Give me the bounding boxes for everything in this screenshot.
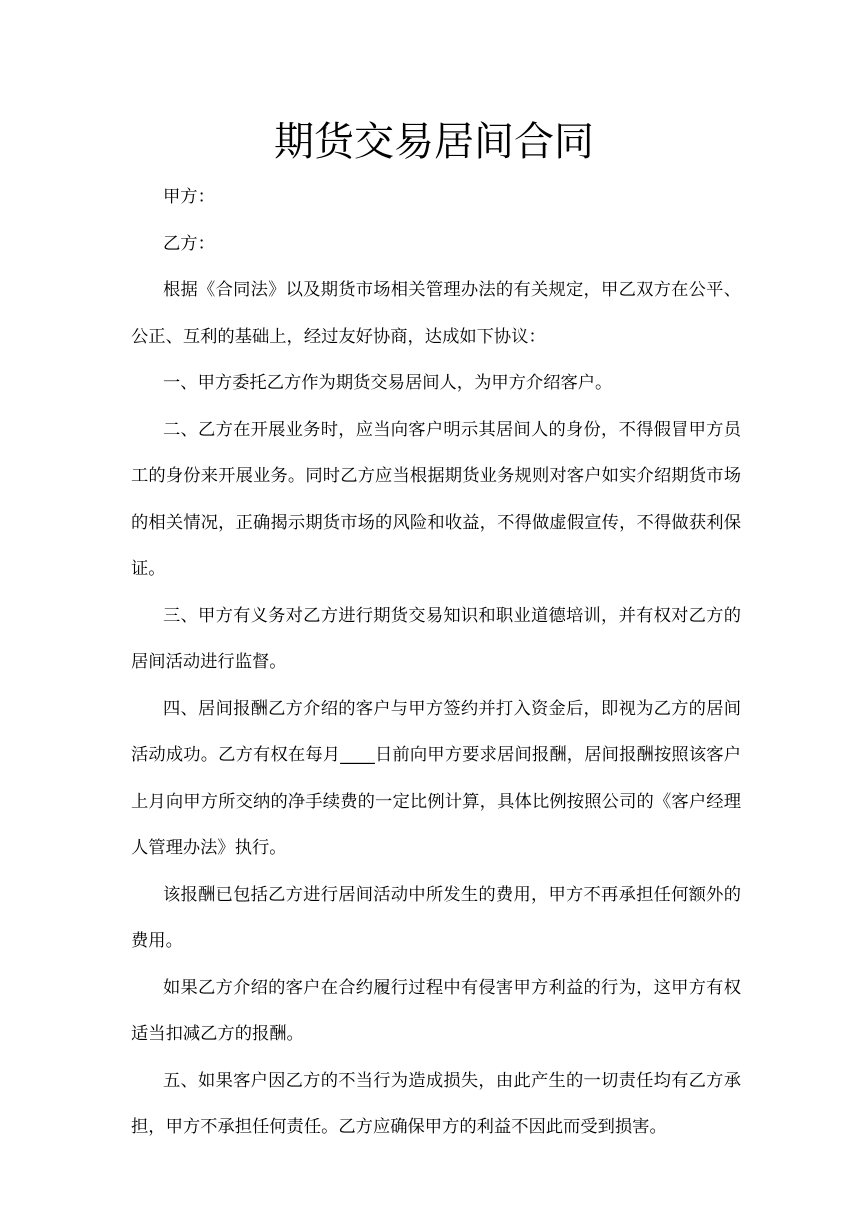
clause-4-fee-paragraph: 该报酬已包括乙方进行居间活动中所发生的费用，甲方不再承担任何额外的费用。	[131, 884, 741, 951]
clause-2-paragraph: 二、乙方在开展业务时，应当向客户明示其居间人的身份，不得假冒甲方员工的身份来开展业务。同时乙方应当根据期货业务规则对客户如实介绍期货市场的相关情况，正确揭示期货市场的风险和收益，不得做虚假宣传，不得做获利保证。	[131, 419, 741, 579]
party-a-line: 甲方：	[163, 187, 215, 207]
party-b-line: 乙方：	[163, 233, 215, 254]
document-title: 期货交易居间合同	[274, 119, 594, 165]
preamble-paragraph: 根据《合同法》以及期货市场相关管理办法的有关规定，甲乙双方在公平、公正、互利的基础上，经过友好协商，达成如下协议：	[131, 280, 741, 347]
clause-1-paragraph: 一、甲方委托乙方作为期货交易居间人，为甲方介绍客户。	[163, 373, 613, 393]
document-body	[131, 174, 741, 1151]
clause-3-paragraph: 三、甲方有义务对乙方进行期货交易知识和职业道德培训，并有权对乙方的居间活动进行监督。	[131, 605, 741, 672]
clause-4-deduction-paragraph: 如果乙方介绍的客户在合约履行过程中有侵害甲方利益的行为，这甲方有权适当扣减乙方的报酬。	[131, 977, 741, 1044]
clause-5-paragraph: 五、如果客户因乙方的不当行为造成损失，由此产生的一切责任均有乙方承担，甲方不承担任何责任。乙方应确保甲方的利益不因此而受到损害。	[131, 1070, 741, 1137]
clause-4-paragraph: 四、居间报酬乙方介绍的客户与甲方签约并打入资金后，即视为乙方的居间活动成功。乙方有权在每月____日前向甲方要求居间报酬，居间报酬按照该客户上月向甲方所交纳的净手续费的一定比例计算，具体比例按照公司的《客户经理人管理办法》执行。	[131, 698, 741, 858]
